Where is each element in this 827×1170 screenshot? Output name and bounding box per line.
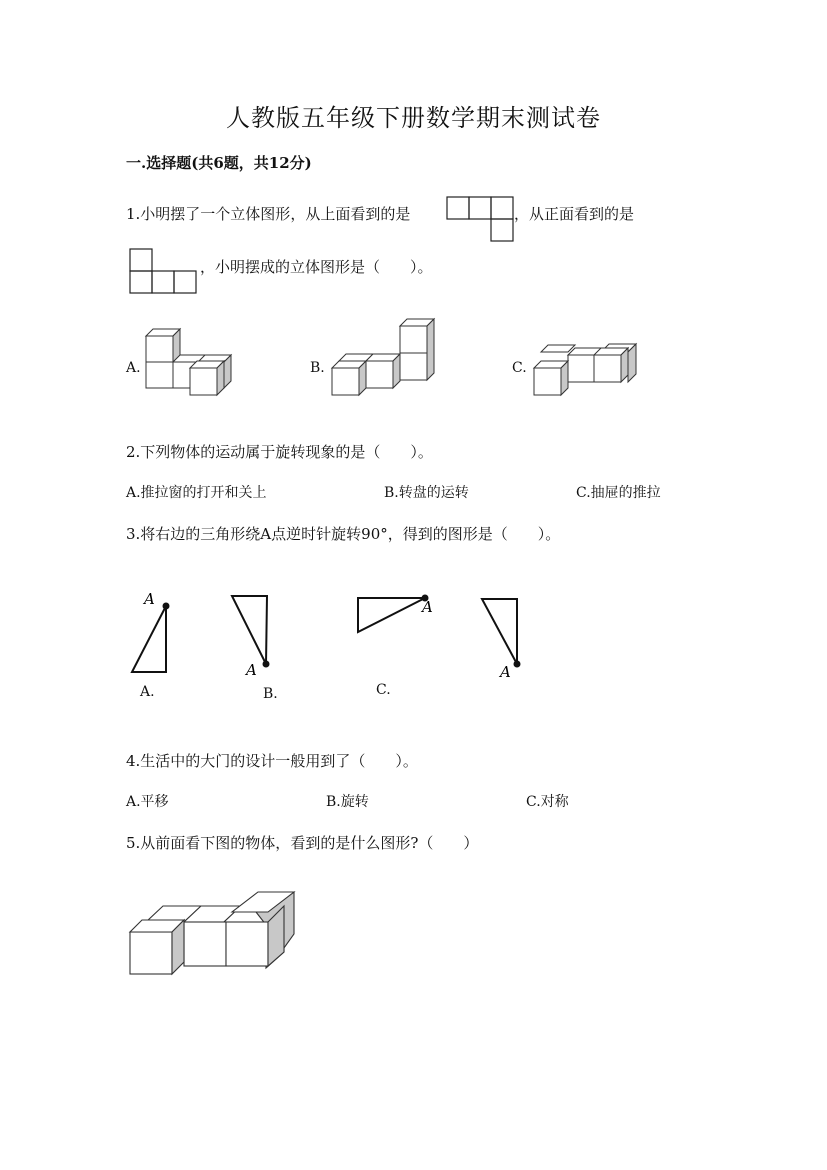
q5-cube-figure: [128, 890, 298, 978]
q3-original-point-label: A: [144, 590, 155, 608]
q4-text: 4.生活中的大门的设计一般用到了（ ）。: [126, 752, 418, 770]
q2-option-a[interactable]: A.推拉窗的打开和关上: [126, 485, 267, 501]
q1-text-a: 1.小明摆了一个立体图形，从上面看到的是: [126, 205, 411, 223]
q4-option-c[interactable]: C.对称: [526, 794, 569, 810]
q3-option-d-figure: [478, 594, 538, 684]
q3-option-c-point-label: A: [422, 598, 433, 616]
page-title: 人教版五年级下册数学期末测试卷: [226, 104, 601, 132]
q1-text-b: ，从正面看到的是: [514, 205, 635, 223]
q3-original-triangle: [128, 588, 188, 678]
q1-option-a-label[interactable]: A.: [126, 360, 141, 376]
q4-option-a[interactable]: A.平移: [126, 794, 169, 810]
q3-option-c-label[interactable]: C.: [376, 682, 391, 698]
q1-option-b-label[interactable]: B.: [310, 360, 325, 376]
q3-option-d-point-label: A: [500, 663, 511, 681]
q1-text-c: ，小明摆成的立体图形是（ ）。: [200, 258, 433, 276]
q1-front-view-figure: [129, 248, 197, 294]
q2-text: 2.下列物体的运动属于旋转现象的是（ ）。: [126, 443, 433, 461]
q1-option-b-figure: [326, 314, 441, 400]
q5-text: 5.从前面看下图的物体，看到的是什么图形?（ ）: [126, 834, 479, 852]
q1-option-c-label[interactable]: C.: [512, 360, 527, 376]
q3-option-b-label[interactable]: B.: [263, 686, 278, 702]
q2-option-c[interactable]: C.抽屉的推拉: [576, 485, 661, 501]
q3-option-b-figure: [228, 590, 288, 680]
q3-option-c-figure: [352, 590, 452, 640]
q3-option-a-label[interactable]: A.: [140, 684, 155, 700]
q4-option-b[interactable]: B.旋转: [326, 794, 369, 810]
section-heading: 一.选择题(共6题，共12分): [126, 154, 312, 172]
q1-option-c-figure: [528, 340, 643, 400]
q1-option-a-figure: [140, 318, 250, 400]
q1-top-view-figure: [446, 196, 516, 242]
q3-text: 3.将右边的三角形绕A点逆时针旋转90°，得到的图形是（ ）。: [126, 525, 561, 543]
q3-option-b-point-label: A: [246, 661, 257, 679]
q2-option-b[interactable]: B.转盘的运转: [384, 485, 469, 501]
